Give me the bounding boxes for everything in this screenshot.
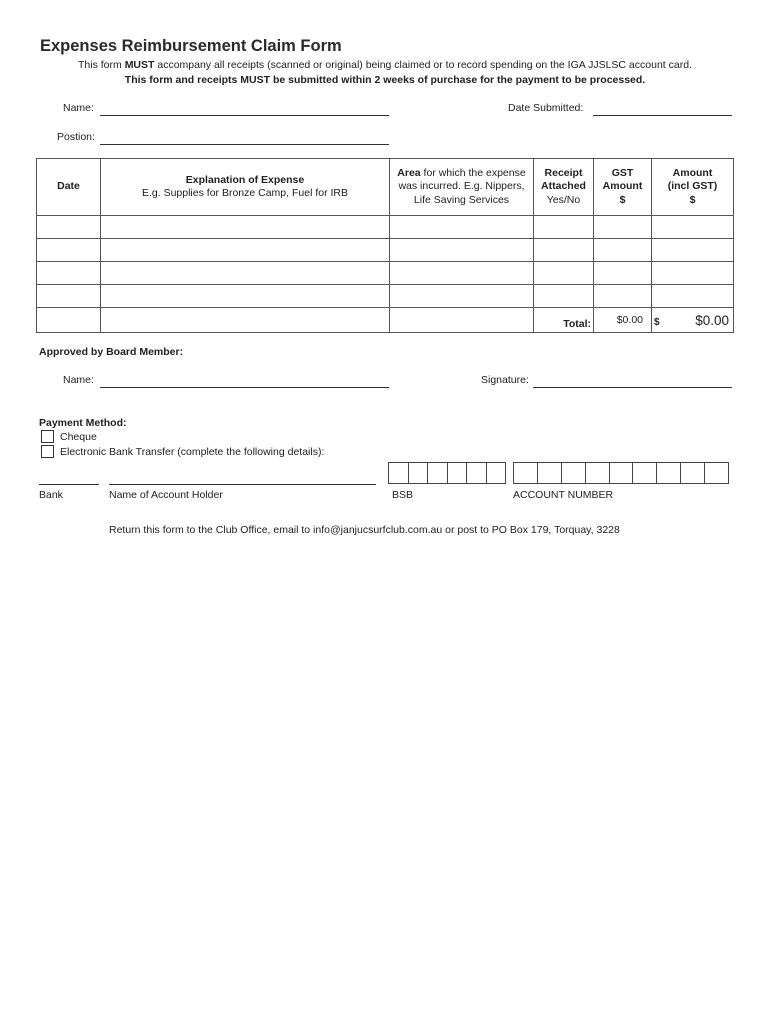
cell-area[interactable] — [390, 239, 534, 262]
header-date: Date — [37, 159, 101, 216]
signature-label: Signature: — [481, 374, 529, 386]
header-amount: Amount (incl GST) $ — [652, 159, 734, 216]
cell-gst[interactable] — [594, 262, 652, 285]
payment-heading: Payment Method: — [39, 417, 127, 429]
amount-total-cell — [652, 308, 734, 333]
amount-total: $0.00 — [695, 312, 729, 328]
cell-explanation[interactable] — [101, 262, 390, 285]
bank-field[interactable] — [39, 484, 99, 485]
approver-name-label: Name: — [63, 374, 94, 386]
header-explanation: Explanation of Expense E.g. Supplies for Bronze Camp, Fuel for IRB — [101, 159, 390, 216]
transfer-label: Electronic Bank Transfer (complete the following details): — [60, 445, 325, 458]
account-holder-label: Name of Account Holder — [109, 489, 223, 501]
gst-total: $0.00 — [594, 308, 652, 333]
cell-explanation[interactable] — [101, 308, 390, 333]
table-row — [37, 216, 734, 239]
transfer-option[interactable] — [41, 445, 324, 458]
cell-explanation[interactable] — [101, 216, 390, 239]
intro-text-post: accompany all receipts (scanned or original) being claimed or to record spending on the IGA JJSLSC account card. — [154, 59, 692, 71]
cell-receipt[interactable] — [534, 262, 594, 285]
bank-label: Bank — [39, 489, 63, 501]
cell-amount[interactable] — [652, 262, 734, 285]
approval-heading: Approved by Board Member: — [39, 346, 184, 358]
cell-amount[interactable] — [652, 239, 734, 262]
cell-date[interactable] — [37, 262, 101, 285]
cell-gst[interactable] — [594, 285, 652, 308]
cheque-label: Cheque — [60, 430, 97, 443]
cell-area[interactable] — [390, 308, 534, 333]
cell-explanation[interactable] — [101, 285, 390, 308]
page-title: Expenses Reimbursement Claim Form — [40, 37, 342, 55]
table-row — [37, 262, 734, 285]
account-holder-field[interactable] — [109, 484, 376, 485]
cell-receipt[interactable] — [534, 239, 594, 262]
account-number-input[interactable] — [513, 462, 729, 484]
name-label: Name: — [63, 102, 94, 114]
cell-amount[interactable] — [652, 216, 734, 239]
cell-date[interactable] — [37, 216, 101, 239]
position-field[interactable] — [100, 144, 389, 145]
table-row — [37, 239, 734, 262]
footer-instructions: Return this form to the Club Office, email to info@janjucsurfclub.com.au or post to PO Box 179, Torquay, 3228 — [109, 524, 620, 536]
amount-currency: $ — [654, 316, 660, 328]
signature-field[interactable] — [533, 387, 732, 388]
header-receipt: Receipt Attached Yes/No — [534, 159, 594, 216]
cell-explanation[interactable] — [101, 239, 390, 262]
cell-gst[interactable] — [594, 239, 652, 262]
cheque-checkbox[interactable] — [41, 430, 54, 443]
cell-area[interactable] — [390, 216, 534, 239]
account-number-label: ACCOUNT NUMBER — [513, 489, 614, 501]
table-row — [37, 285, 734, 308]
table-header-row — [37, 159, 734, 216]
date-submitted-label: Date Submitted: — [508, 102, 584, 114]
approver-name-field[interactable] — [100, 387, 389, 388]
cell-receipt[interactable] — [534, 285, 594, 308]
intro-text-pre: This form — [78, 59, 125, 71]
expense-table — [36, 158, 734, 333]
cheque-option[interactable] — [41, 430, 97, 443]
transfer-checkbox[interactable] — [41, 445, 54, 458]
table-total-row — [37, 308, 734, 333]
bsb-input[interactable] — [388, 462, 506, 484]
header-area: Area for which the expense was incurred. E.g. Nippers, Life Saving Services — [390, 159, 534, 216]
cell-amount[interactable] — [652, 285, 734, 308]
intro-text-must: MUST — [124, 59, 155, 71]
intro-line-2: This form and receipts MUST be submitted within 2 weeks of purchase for the payment to be processed. — [124, 74, 646, 86]
cell-area[interactable] — [390, 285, 534, 308]
intro-line-1 — [0, 59, 770, 71]
cell-gst[interactable] — [594, 216, 652, 239]
bsb-label: BSB — [392, 489, 414, 501]
cell-area[interactable] — [390, 262, 534, 285]
header-gst: GST Amount $ — [594, 159, 652, 216]
date-submitted-field[interactable] — [593, 115, 732, 116]
position-label: Postion: — [57, 131, 95, 143]
name-field[interactable] — [100, 115, 389, 116]
cell-date[interactable] — [37, 308, 101, 333]
cell-date[interactable] — [37, 239, 101, 262]
cell-receipt[interactable] — [534, 216, 594, 239]
cell-date[interactable] — [37, 285, 101, 308]
total-label: Total: — [534, 308, 594, 333]
